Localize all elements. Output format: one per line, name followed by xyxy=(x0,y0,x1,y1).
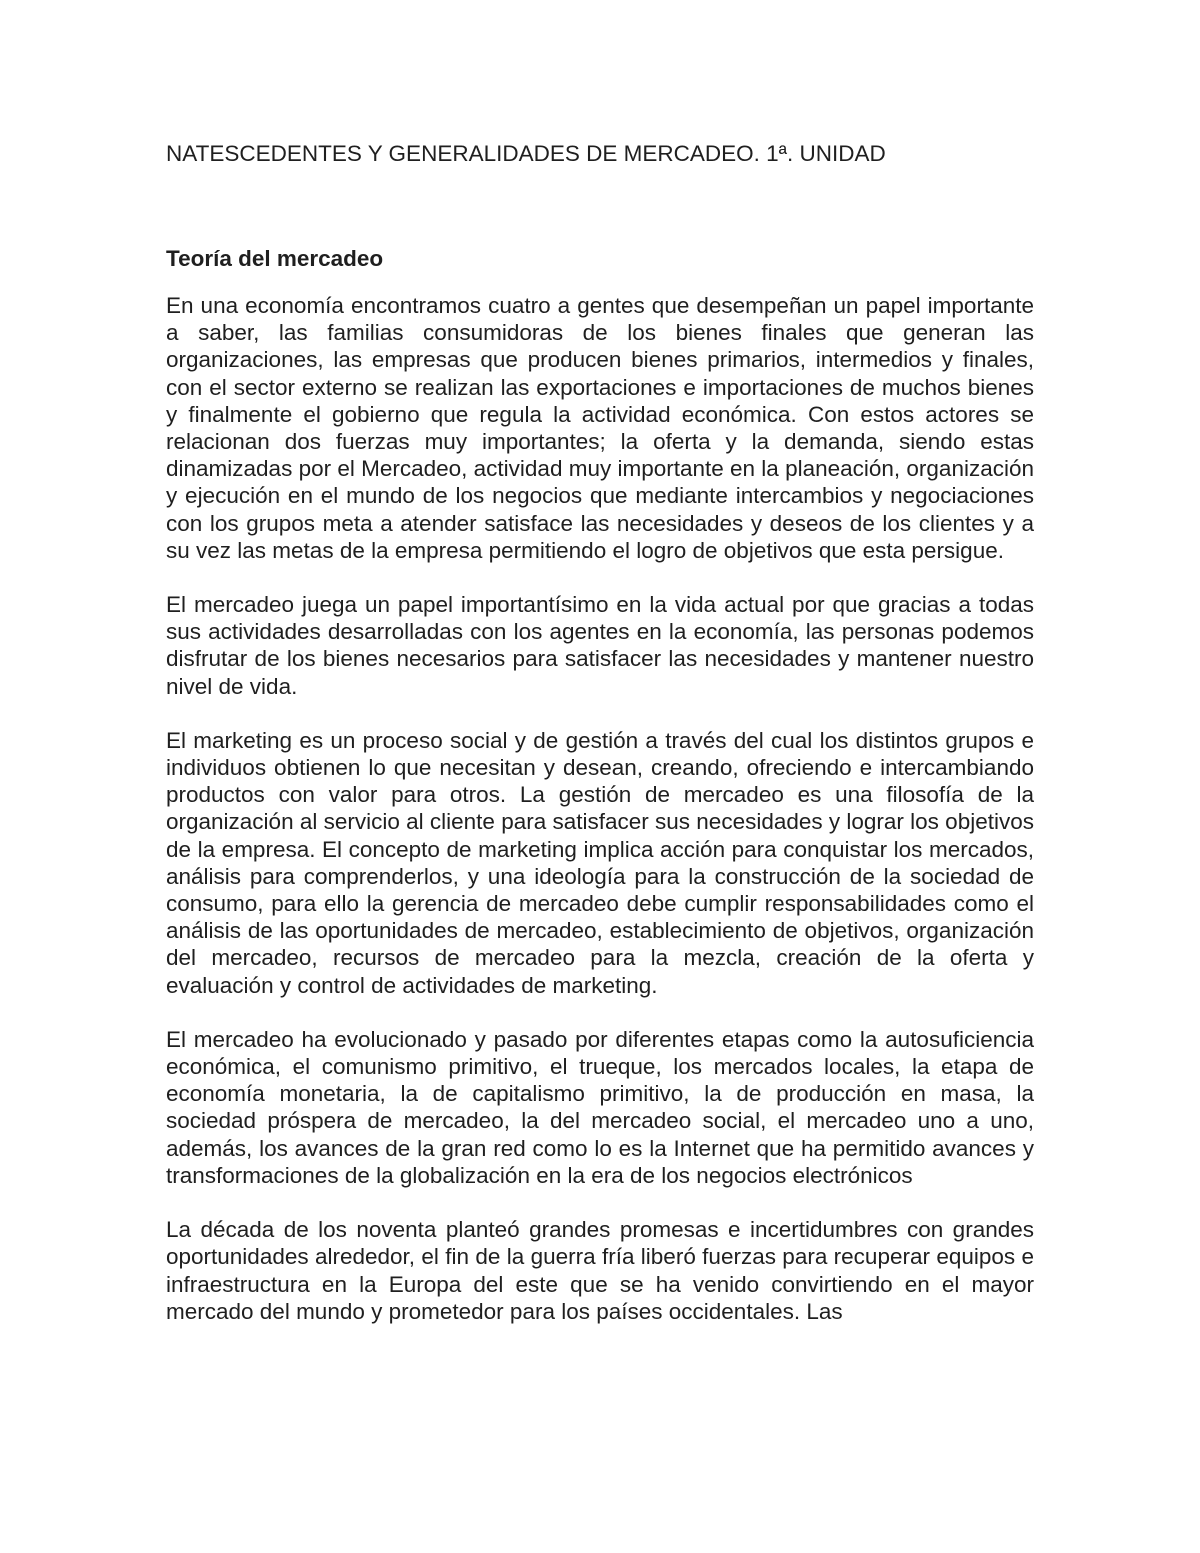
section-heading: Teoría del mercadeo xyxy=(166,246,384,271)
paragraph-2: El mercadeo juega un papel importantísimo en la vida actual por que gracias a todas sus actividades desarrolladas con los agentes en la economía, las personas podemos disfrutar de los bienes necesarios para satisfacer las necesidades y mantener nuestro nivel de vida. xyxy=(166,592,1034,699)
document-body xyxy=(166,140,1034,1325)
paragraph-1: En una economía encontramos cuatro a gentes que desempeñan un papel importante a saber, las familias consumidoras de los bienes finales que generan las organizaciones, las empresas que producen bienes primarios, intermedios y finales, con el sector externo se realizan las exportaciones e importaciones de muchos bienes y finalmente el gobierno que regula la actividad económica. Con estos actores se relacionan dos fuerzas muy importantes; la oferta y la demanda, siendo estas dinamizadas por el Mercadeo, actividad muy importante en la planeación, organización y ejecución en el mundo de los negocios que mediante intercambios y negociaciones con los grupos meta a atender satisface las necesidades y deseos de los clientes y a su vez las metas de la empresa permitiendo el logro de objetivos que esta persigue. xyxy=(166,293,1034,563)
document-title: NATESCEDENTES Y GENERALIDADES DE MERCADEO. 1ª. UNIDAD xyxy=(166,141,886,166)
paragraph-3: El marketing es un proceso social y de gestión a través del cual los distintos grupos e individuos obtienen lo que necesitan y desean, creando, ofreciendo e intercambiando productos con valor para otros. La gestión de mercadeo es una filosofía de la organización al servicio al cliente para satisfacer sus necesidades y lograr los objetivos de la empresa. El concepto de marketing implica acción para conquistar los mercados, análisis para comprenderlos, y una ideología para la construcción de la sociedad de consumo, para ello la gerencia de mercadeo debe cumplir responsabilidades como el análisis de las oportunidades de mercadeo, establecimiento de objetivos, organización del mercadeo, recursos de mercadeo para la mezcla, creación de la oferta y evaluación y control de actividades de marketing. xyxy=(166,727,1034,998)
paragraph-4: El mercadeo ha evolucionado y pasado por diferentes etapas como la autosuficiencia económica, el comunismo primitivo, el trueque, los mercados locales, la etapa de economía monetaria, la de capitalismo primitivo, la de producción en masa, la sociedad próspera de mercadeo, la del mercadeo social, el mercadeo uno a uno, además, los avances de la gran red como lo es la Internet que ha permitido avances y transformaciones de la globalización en la era de los negocios electrónicos xyxy=(166,1026,1034,1188)
paragraph-5: La década de los noventa planteó grandes promesas e incertidumbres con grandes oportunidades alrededor, el fin de la guerra fría liberó fuerzas para recuperar equipos e infraestructura en la Europa del este que se ha venido convirtiendo en el mayor mercado del mundo y prometedor para los países occidentales. Las xyxy=(166,1217,1034,1324)
